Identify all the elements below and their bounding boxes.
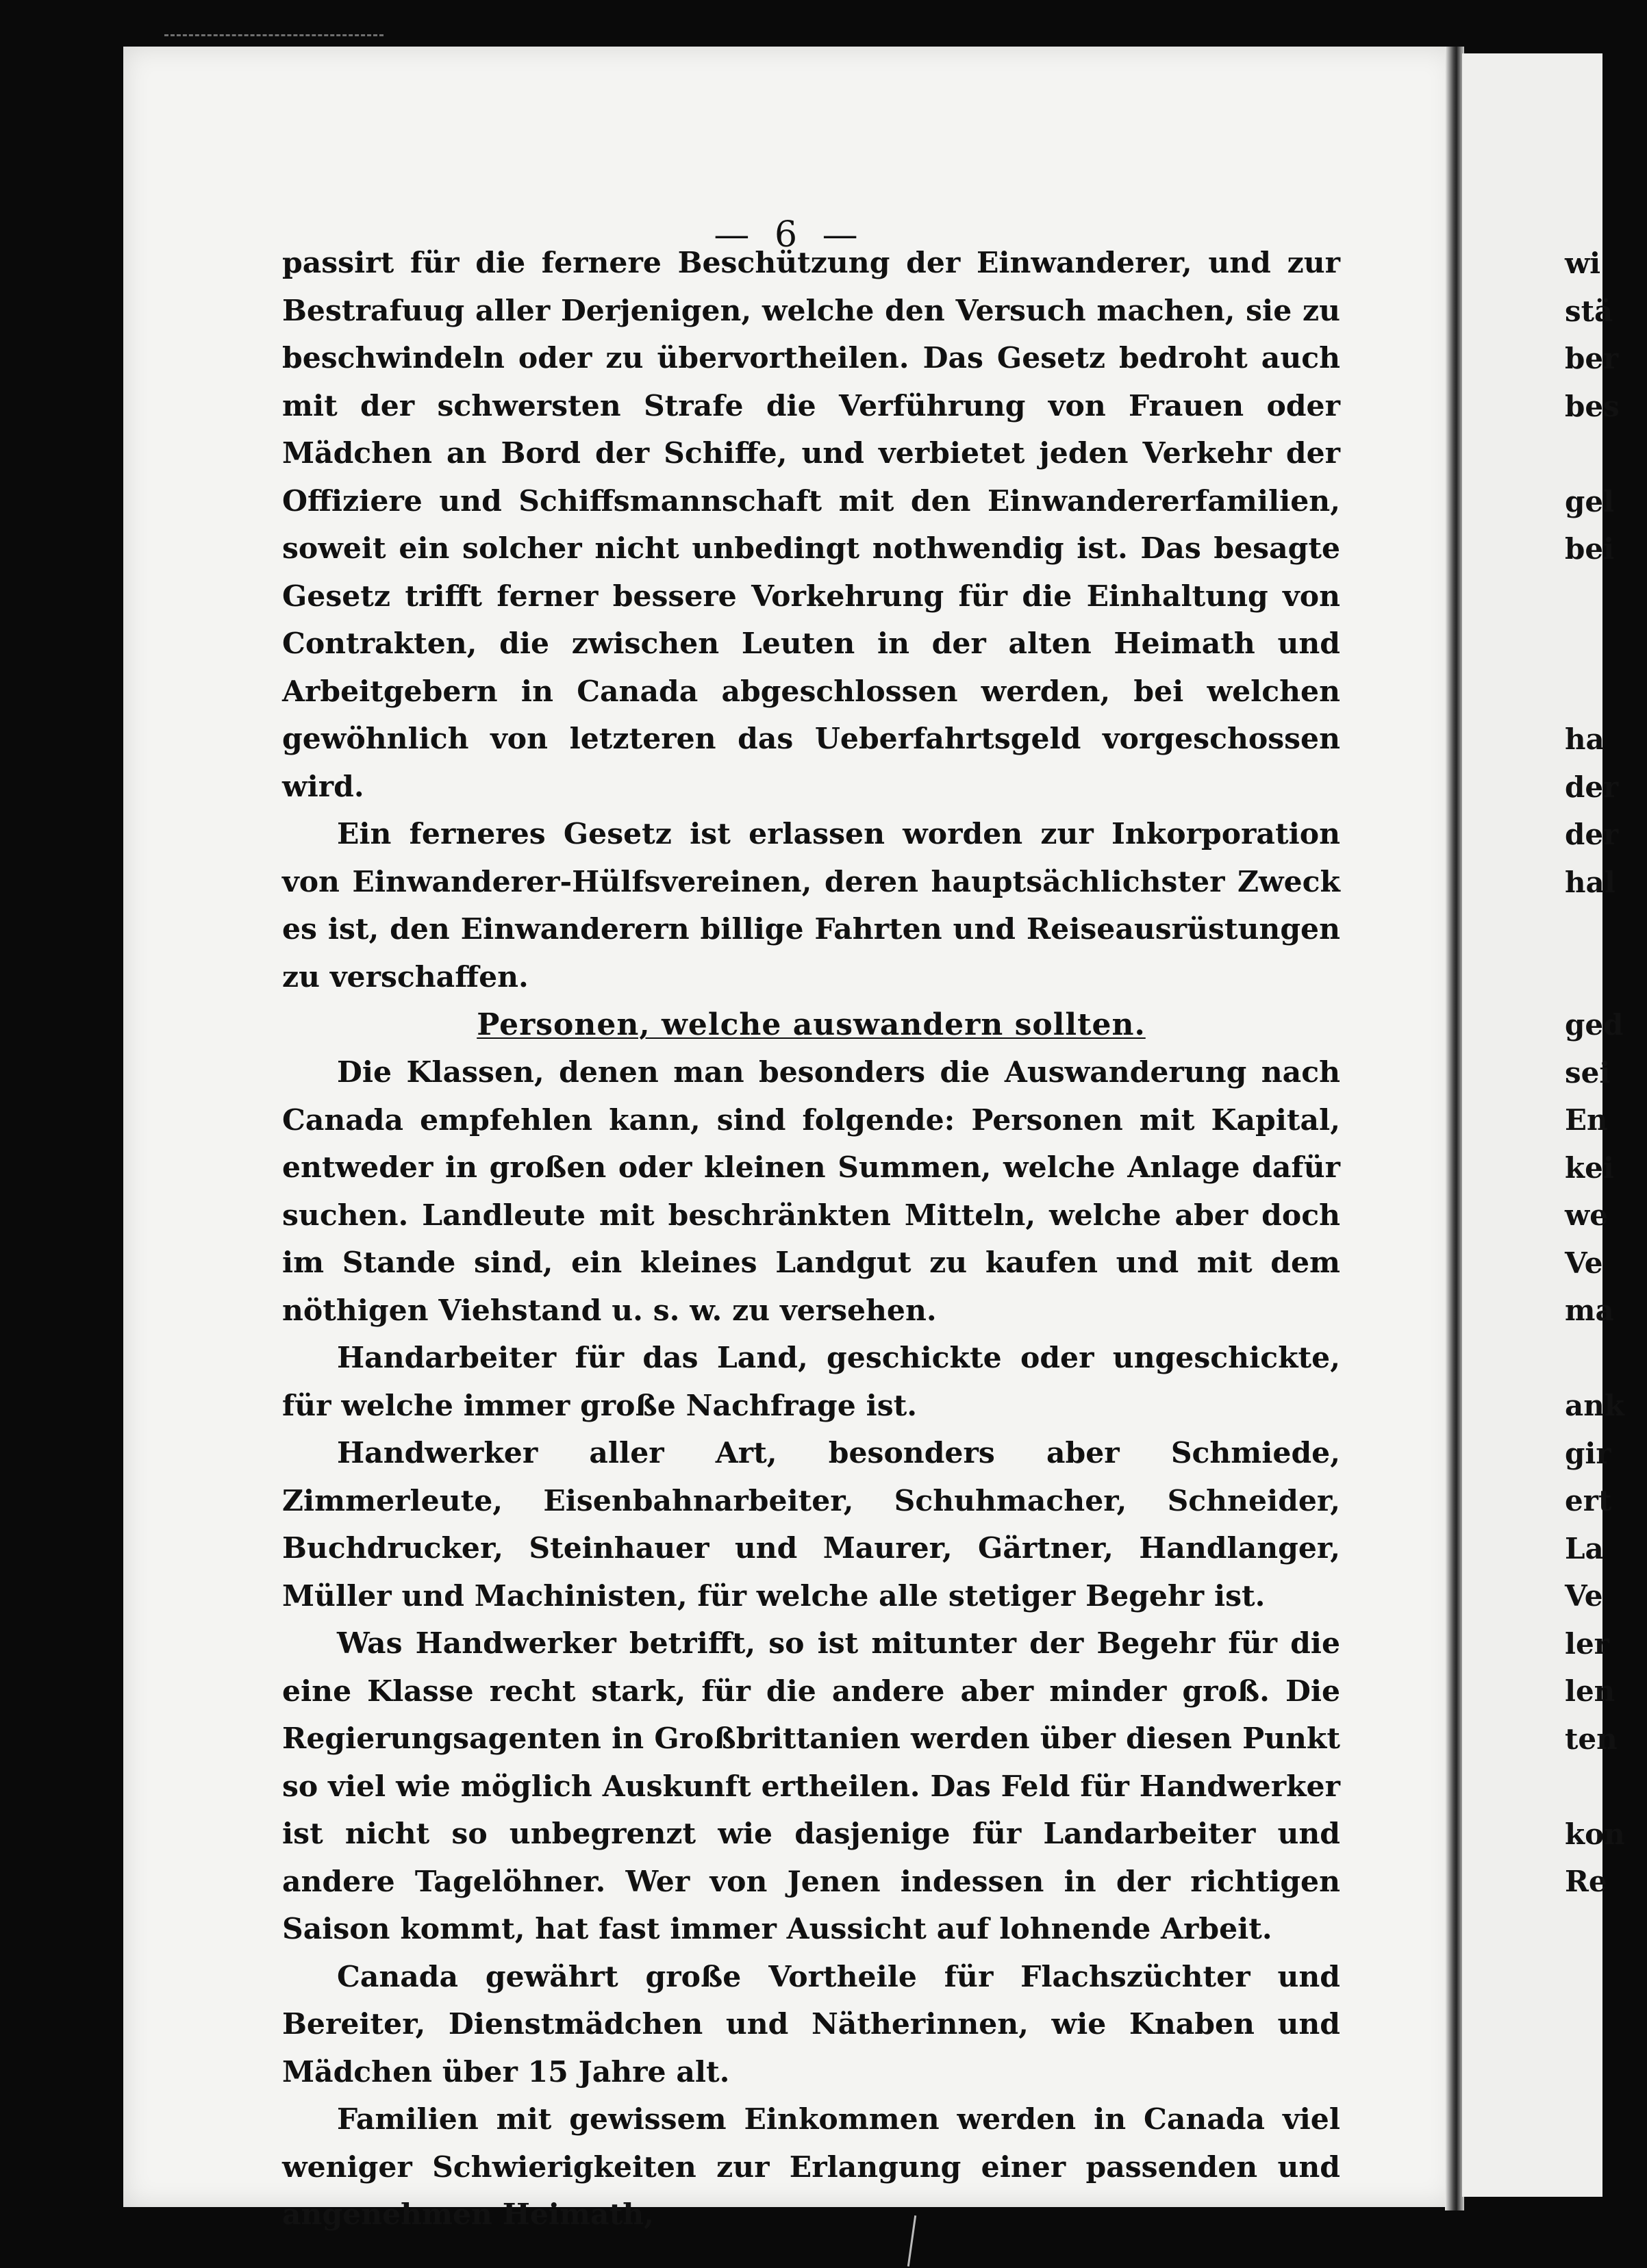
fragment-line: ank	[1565, 1389, 1624, 1422]
paragraph: Handarbeiter für das Land, geschickte oder ungeschickte, für welche immer große Nachfrage ist.	[282, 1341, 1340, 1423]
fragment-line	[1565, 668, 1647, 716]
fragment-line	[1565, 906, 1647, 954]
fragment-line: hal	[1565, 865, 1615, 899]
fragment-line: der	[1565, 818, 1619, 851]
paragraph: Was Handwerker betrifft, so ist mitunter der Begehr für die eine Klasse recht stark, für die andere aber minder groß. Die Regierungsagenten in Großbrittanien werden über diesen Punkt so viel wie möglich Auskunft ertheilen. Das Feld für Handwerker ist nicht so unbegrenzt wie dasjenige für Landarbeiter und andere Tagelöhner. Wer von Jenen indessen in der richtigen Saison kommt, hat fast immer Aussicht auf lohnende Arbeit.	[282, 1626, 1340, 1946]
paragraph: Die Klassen, denen man besonders die Auswanderung nach Canada empfehlen kann, sind folgende: Personen mit Kapital, entweder in großen oder kleinen Summen, welche Anlage dafür suchen. Landleute mit beschränkten Mitteln, welche aber doch im Stande sind, ein kleines Landgut zu kaufen und mit dem nöthigen Viehstand u. s. w. zu versehen.	[282, 1055, 1340, 1328]
section-heading: Personen, welche auswandern sollten.	[477, 1007, 1146, 1042]
fragment-line: gir	[1565, 1436, 1611, 1470]
fragment-line: gel	[1565, 484, 1615, 518]
fragment-line: len	[1565, 1674, 1615, 1708]
fragment-line	[1565, 573, 1647, 621]
fragment-line: ha	[1565, 722, 1605, 756]
fragment-line	[1565, 620, 1647, 668]
fragment-line: ged	[1565, 1008, 1624, 1042]
fragment-line: kon	[1565, 1817, 1625, 1851]
paragraph: Canada gewährt große Vortheile für Flachszüchter und Bereiter, Dienstmädchen und Nätherinnen, wie Knaben und Mädchen über 15 Jahre alt.	[282, 1959, 1340, 2089]
paragraph: passirt für die fernere Beschützung der Einwanderer, und zur Bestrafuug aller Derjenigen, welche den Versuch machen, sie zu beschwindeln oder zu übervortheilen. Das Gesetz bedroht auch mit der schwersten Strafe die Verführung von Frauen oder Mädchen an Bord der Schiffe, und verbietet jeden Verkehr der Offiziere und Schiffsmannschaft mit den Einwandererfamilien, soweit ein solcher nicht unbedingt nothwendig ist. Das besagte Gesetz trifft ferner bessere Vorkehrung für die Einhaltung von Contrakten, die zwischen Leuten in der alten Heimath und Arbeitgebern in Canada abgeschlossen werden, bei welchen gewöhnlich von letzteren das Ueberfahrtsgeld vorgeschossen wird.	[282, 246, 1340, 804]
right-page-text-fragments	[1565, 240, 1647, 1906]
fragment-line: ma	[1565, 1294, 1614, 1327]
fragment-line: kei	[1565, 1150, 1614, 1185]
fragment-line: sei	[1565, 1055, 1611, 1089]
fragment-line: ber	[1565, 342, 1619, 375]
fragment-line: La	[1565, 1531, 1604, 1565]
fragment-line: ler	[1565, 1626, 1609, 1661]
fragment-line: der	[1565, 770, 1619, 804]
fragment-line	[1565, 430, 1647, 478]
fragment-line: En	[1565, 1103, 1608, 1137]
paragraph: Familien mit gewissem Einkommen werden in Canada viel weniger Schwierigkeiten zur Erlangung einer passenden und angenehmen Heimath,	[282, 2102, 1340, 2232]
fragment-line: Ve	[1565, 1579, 1603, 1613]
fragment-line: Ve	[1565, 1246, 1603, 1280]
body-text	[282, 240, 1340, 2239]
book-gutter	[1445, 47, 1464, 2210]
fragment-line: wi	[1565, 247, 1601, 280]
fragment-line: ten	[1565, 1722, 1618, 1756]
paragraph: Handwerker aller Art, besonders aber Schmiede, Zimmerleute, Eisenbahnarbeiter, Schuhmacher, Schneider, Buchdrucker, Steinhauer und Maurer, Gärtner, Handlanger, Müller und Machinisten, für welche alle stetiger Begehr ist.	[282, 1436, 1340, 1613]
fragment-line: ert	[1565, 1484, 1612, 1517]
fragment-line	[1565, 1763, 1647, 1811]
fragment-line: bei	[1565, 532, 1615, 566]
page-number: — 6 —	[714, 214, 865, 255]
paragraph: Ein ferneres Gesetz ist erlassen worden zur Inkorporation von Einwanderer-Hülfsvereinen, deren hauptsächlichster Zweck es ist, den Einwanderern billige Fahrten und Reiseausrüstungen zu verschaffen.	[282, 817, 1340, 994]
fragment-line: Re	[1565, 1865, 1607, 1898]
fragment-line: we	[1565, 1198, 1608, 1232]
fragment-line: stä	[1565, 294, 1613, 328]
fragment-line	[1565, 1335, 1647, 1383]
fragment-line	[1565, 954, 1647, 1002]
fragment-line: bes	[1565, 389, 1620, 423]
